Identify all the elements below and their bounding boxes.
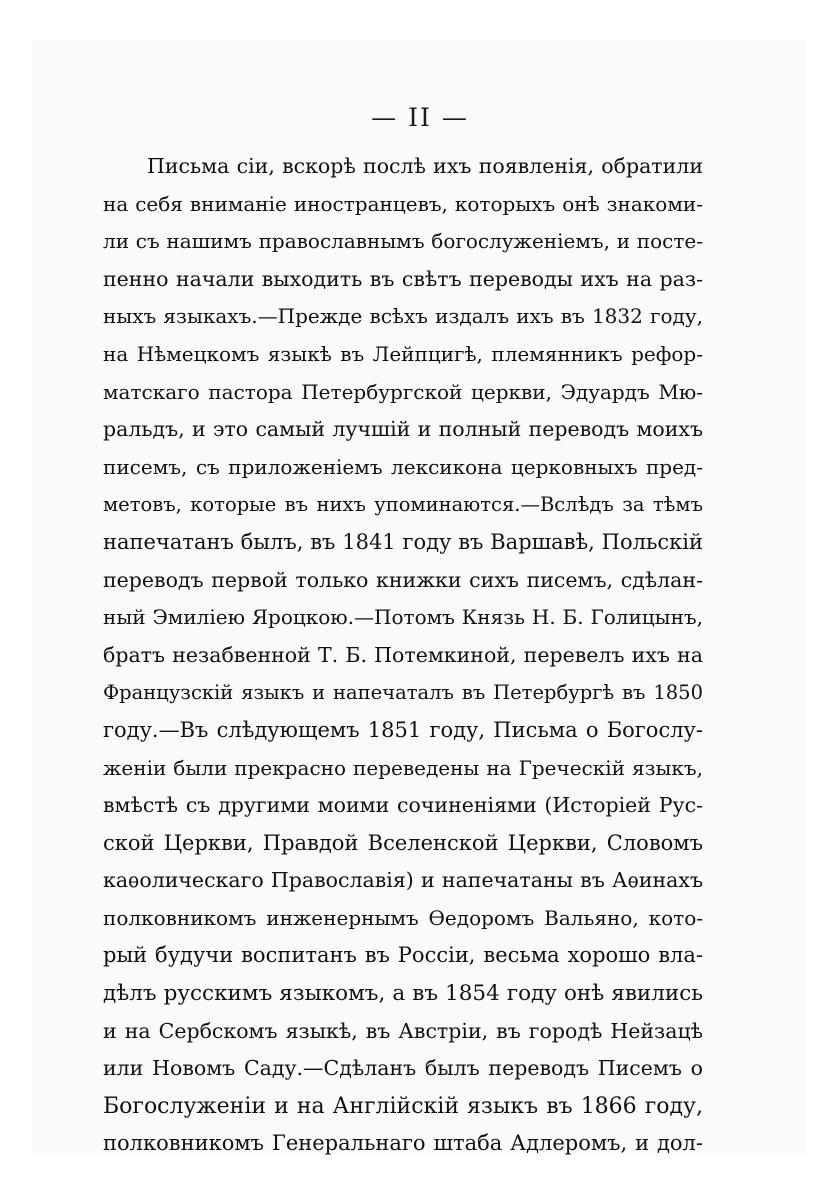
text-line: на себя вниманіе иностранцевъ, которыхъ онѣ знакоми- (103, 191, 703, 216)
text-line: пенно начали выходить въ свѣтъ переводы ихъ на раз- (103, 266, 703, 291)
text-line: дѣлъ русскимъ языкомъ, а въ 1854 году онѣ явились (103, 981, 703, 1007)
text-line: полковникомъ инженернымъ Ѳедоромъ Вальяно, кото- (103, 905, 703, 930)
text-line: на Нѣмецкомъ языкѣ въ Лейпцигѣ, племянникъ рефор- (103, 341, 703, 366)
text-line: Богослуженіи и на Англійскій языкъ въ 1866 году, (103, 1093, 703, 1119)
text-line: ральдъ, и это самый лучшій и полный переводъ моихъ (103, 417, 703, 442)
text-line: Французскій языкъ и напечаталъ въ Петербургѣ въ 1850 (103, 681, 703, 705)
text-line: писемъ, съ приложеніемъ лексикона церковныхъ пред- (103, 454, 703, 479)
text-line: ской Церкви, Правдой Вселенской Церкви, Словомъ (103, 830, 703, 855)
text-line: ли съ нашимъ православнымъ богослуженіемъ, и посте- (103, 229, 703, 254)
text-line: рый будучи воспитанъ въ Россіи, весьма хорошо вла- (103, 943, 703, 968)
text-line: полковникомъ Генеральнаго штаба Адлеромъ, и дол- (103, 1131, 703, 1156)
text-line: году.—Въ слѣдующемъ 1851 году, Письма о Богослу- (103, 717, 703, 742)
text-line: каѳолическаго Православія) и напечатаны въ Аѳинахъ (103, 868, 703, 893)
text-line: напечатанъ былъ, въ 1841 году въ Варшавѣ, Польскій (103, 529, 703, 554)
text-line: братъ незабвенной Т. Б. Потемкиной, перевелъ ихъ на (103, 642, 703, 667)
text-line: ный Эмиліею Яроцкою.—Потомъ Князь Н. Б. Голицынъ, (103, 605, 703, 630)
text-line: Письма сіи, вскорѣ послѣ ихъ появленія, обратили (147, 154, 703, 178)
text-line: и на Сербскомъ языкѣ, въ Австріи, въ городѣ Нейзацѣ (103, 1018, 703, 1043)
text-line: вмѣстѣ съ другими моими сочиненіями (Исторіей Рус- (103, 793, 703, 818)
text-line: метовъ, которые въ нихъ упоминаются.—Вслѣдъ за тѣмъ (103, 493, 703, 517)
text-line: матскаго пастора Петербургской церкви, Эдуардъ Мю- (103, 379, 703, 404)
body-text (103, 148, 703, 1163)
page-number-header: — II — (371, 103, 469, 132)
text-line: ныхъ языкахъ.—Прежде всѣхъ издалъ ихъ въ 1832 году, (103, 304, 703, 329)
text-line: женіи были прекрасно переведены на Греческій языкъ, (103, 755, 703, 780)
text-line: переводъ первой только книжки сихъ писемъ, сдѣлан- (103, 567, 703, 592)
text-line: или Новомъ Саду.—Сдѣланъ былъ переводъ Писемъ о (103, 1056, 703, 1081)
